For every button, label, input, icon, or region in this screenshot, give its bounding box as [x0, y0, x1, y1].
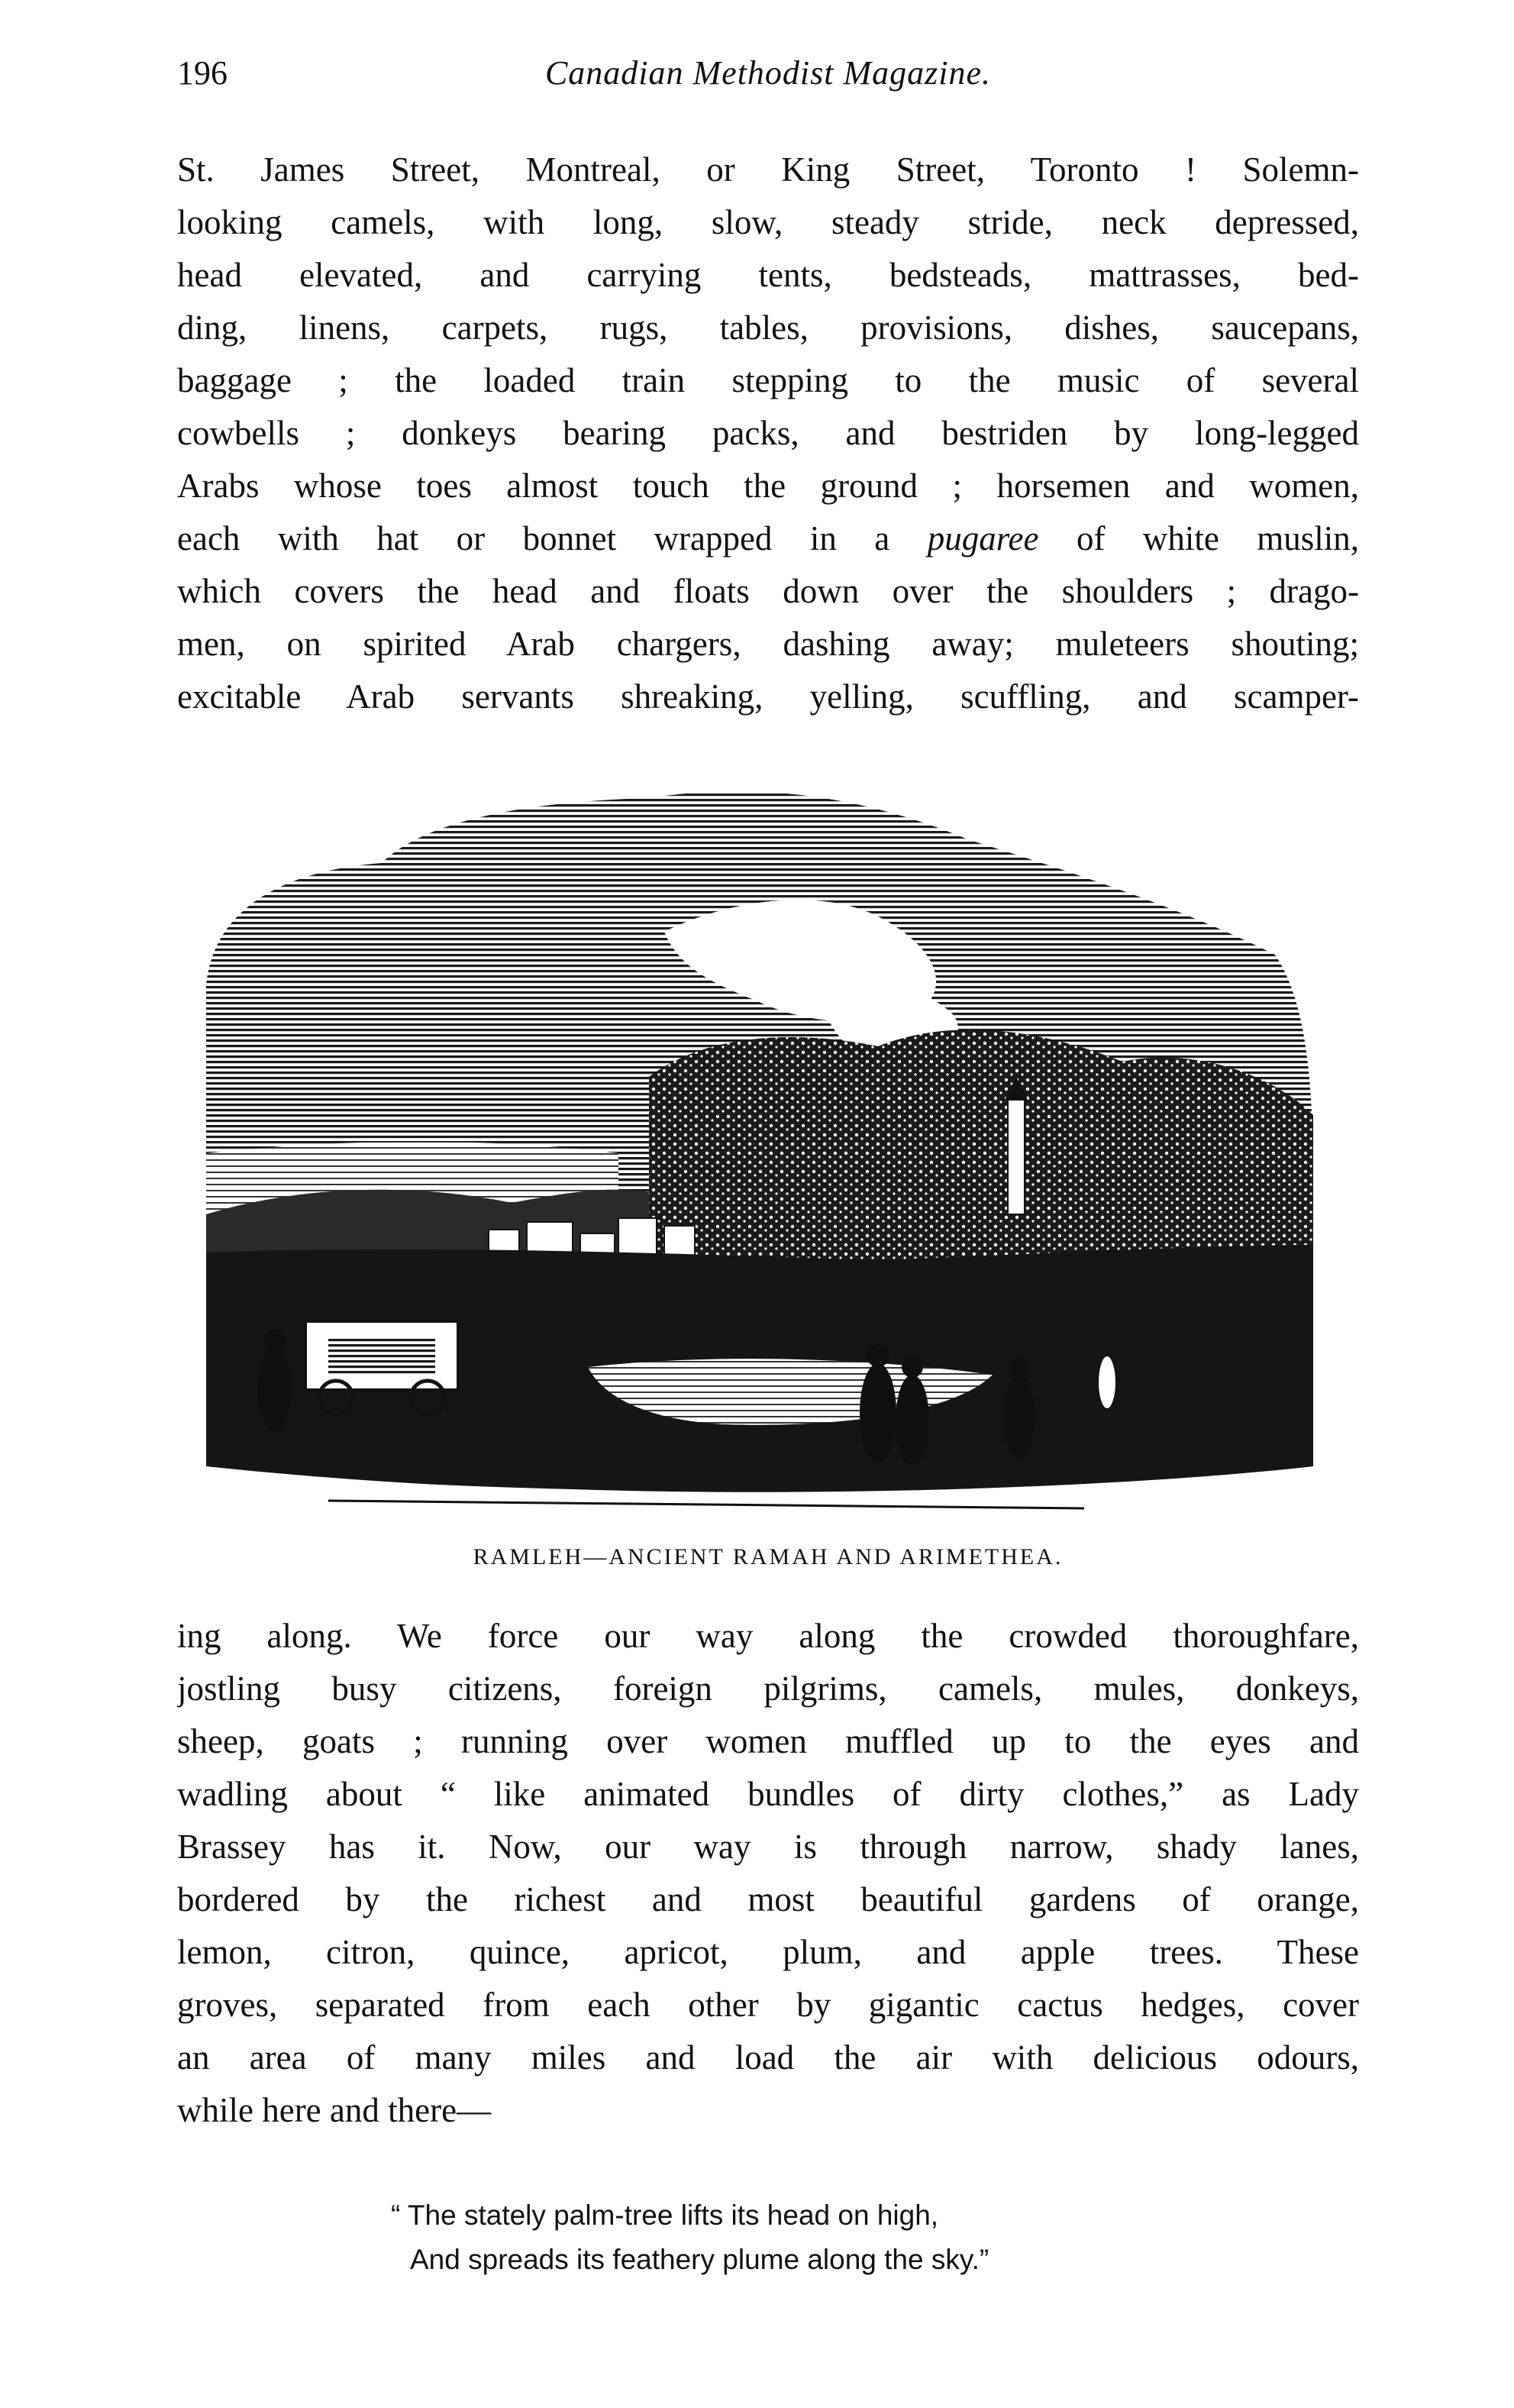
- text-line: jostling busy citizens, foreign pilgrims, camels, mules, donkeys,: [177, 1669, 1359, 1708]
- poem-quote: [177, 2193, 1359, 2282]
- text-line: groves, separated from each other by gigantic cactus hedges, cover: [177, 1986, 1359, 2024]
- text-segment: each with hat or bonnet wrapped in a: [177, 519, 890, 558]
- text-line: which covers the head and floats down over the shoulders ; drago-: [177, 572, 1359, 610]
- text-line: St. James Street, Montreal, or King Street, Toronto ! Solemn-: [177, 150, 1359, 189]
- engraving-illustration: [191, 756, 1321, 1527]
- text-line: excitable Arab servants shreaking, yelling, scuffling, and scamper-: [177, 677, 1359, 716]
- text-line: sheep, goats ; running over women muffled up to the eyes and: [177, 1722, 1359, 1760]
- paragraph-1: [177, 144, 1359, 723]
- poem-line: And spreads its feathery plume along the sky.”: [410, 2244, 989, 2275]
- text-line: lemon, citron, quince, apricot, plum, and apple trees. These: [177, 1933, 1359, 1971]
- text-line: looking camels, with long, slow, steady stride, neck depressed,: [177, 203, 1359, 241]
- paragraph-2: [177, 1610, 1359, 2137]
- text-line: ing along. We force our way along the crowded thoroughfare,: [177, 1617, 1359, 1655]
- text-line: Arabs whose toes almost touch the ground ; horsemen and women,: [177, 467, 1359, 505]
- text-line: ding, linens, carpets, rugs, tables, provisions, dishes, saucepans,: [177, 309, 1359, 347]
- text-line: head elevated, and carrying tents, bedsteads, mattrasses, bed-: [177, 256, 1359, 294]
- text-line-with-italic: [177, 512, 1359, 565]
- text-line: men, on spirited Arab chargers, dashing away; muleteers shouting;: [177, 625, 1359, 663]
- text-line: an area of many miles and load the air with delicious odours,: [177, 2038, 1359, 2077]
- running-title: Canadian Methodist Magazine.: [544, 54, 992, 92]
- text-line: wadling about “ like animated bundles of dirty clothes,” as Lady: [177, 1775, 1359, 1813]
- text-line: while here and there—: [177, 2091, 492, 2129]
- italic-word: pugaree: [927, 519, 1039, 558]
- page-number: 196: [177, 54, 228, 92]
- text-line: bordered by the richest and most beautiful gardens of orange,: [177, 1880, 1359, 1918]
- text-segment: of white muslin,: [1076, 519, 1359, 558]
- poem-line: “ The stately palm-tree lifts its head on high,: [391, 2200, 939, 2231]
- text-line: baggage ; the loaded train stepping to the music of several: [177, 361, 1359, 399]
- text-line: cowbells ; donkeys bearing packs, and bestriden by long-legged: [177, 414, 1359, 452]
- page-header: [177, 53, 1359, 99]
- text-line: Brassey has it. Now, our way is through narrow, shady lanes,: [177, 1828, 1359, 1866]
- figure-caption: RAMLEH—ANCIENT RAMAH AND ARIMETHEA.: [473, 1544, 1064, 1569]
